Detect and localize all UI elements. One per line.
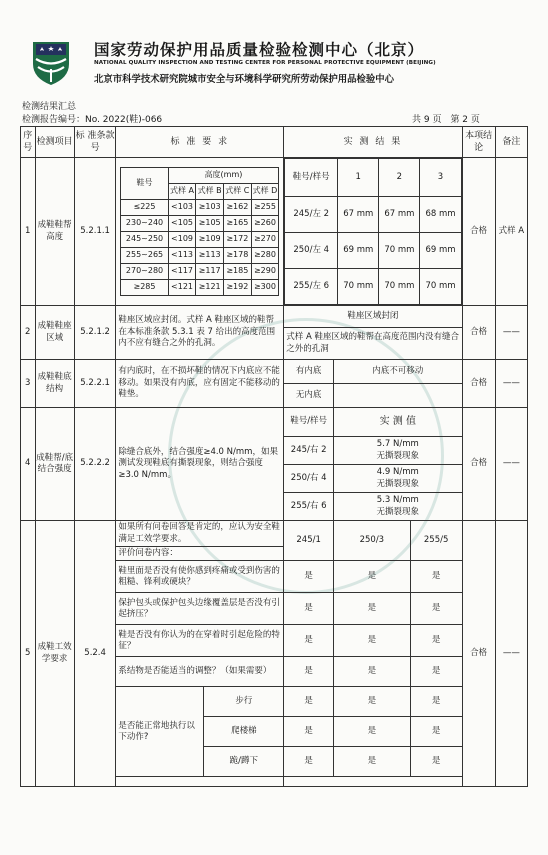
questionnaire-label: 评价问卷内容： bbox=[116, 547, 284, 561]
remark-cell: —— bbox=[495, 521, 527, 787]
answer-cell: 是 bbox=[284, 561, 334, 593]
std-cell: <109 bbox=[168, 232, 196, 248]
res-cell: 250/右 4 bbox=[284, 465, 334, 493]
summary-title: 检测结果汇总 bbox=[22, 102, 77, 112]
center-logo-icon bbox=[30, 38, 72, 86]
col-requirement: 标 准 要 求 bbox=[116, 127, 284, 158]
std-cell: ≥300 bbox=[251, 280, 279, 296]
conclusion-cell: 合格 bbox=[462, 408, 495, 521]
std-height-label: 高度(mm) bbox=[168, 168, 279, 184]
std-cell: <117 bbox=[168, 264, 196, 280]
remark-cell: —— bbox=[495, 306, 527, 360]
result-cell: 有内底 bbox=[284, 360, 334, 384]
results-table bbox=[20, 126, 528, 787]
style-label: 式样 D bbox=[251, 184, 279, 200]
result-cell: 鞋座区域封闭 bbox=[284, 306, 462, 328]
std-cell: ≥113 bbox=[196, 248, 224, 264]
res-cell bbox=[334, 465, 463, 493]
table-row bbox=[21, 306, 528, 328]
result-cell: 无内底 bbox=[284, 384, 334, 408]
res-header: 1 bbox=[338, 159, 379, 197]
res-header: 实 测 值 bbox=[334, 408, 463, 437]
res-cell: 255/左 6 bbox=[285, 269, 338, 305]
answer-cell: 是 bbox=[284, 687, 334, 717]
style-label: 式样 A bbox=[168, 184, 196, 200]
res-header: 鞋号/样号 bbox=[284, 408, 334, 437]
std-cell: ≥270 bbox=[251, 232, 279, 248]
std-cell: ≥178 bbox=[223, 248, 251, 264]
std-cell: <113 bbox=[168, 248, 196, 264]
seq-cell: 1 bbox=[21, 158, 36, 306]
std-cell: ≤225 bbox=[121, 200, 168, 216]
std-cell: ≥165 bbox=[223, 216, 251, 232]
table-row bbox=[21, 408, 528, 437]
sample-label: 245/1 bbox=[284, 521, 334, 561]
res-cell: 250/左 4 bbox=[285, 233, 338, 269]
col-remark: 备注 bbox=[495, 127, 527, 158]
conclusion-cell: 合格 bbox=[462, 306, 495, 360]
answer-cell: 是 bbox=[334, 747, 411, 777]
std-cell: ≥109 bbox=[196, 232, 224, 248]
requirement-cell: 除缝合底外，结合强度≥4.0 N/mm，如果测试发现鞋底有撕裂现象，则结合强度≥3.0 N/mm。 bbox=[116, 408, 284, 521]
conclusion-cell: 合格 bbox=[462, 360, 495, 408]
answer-cell: 是 bbox=[410, 687, 462, 717]
answer-cell: 是 bbox=[410, 657, 462, 687]
action-label: 跪/蹲下 bbox=[204, 747, 284, 777]
style-label: 式样 C bbox=[223, 184, 251, 200]
spacer-cell bbox=[116, 777, 284, 787]
result-cell: 内底不可移动 bbox=[334, 360, 463, 384]
sample-label: 255/5 bbox=[410, 521, 462, 561]
res-cell: 245/左 2 bbox=[285, 197, 338, 233]
std-cell: <103 bbox=[168, 200, 196, 216]
question-cell: 鞋里面是否没有使你感到疼痛或受到伤害的粗糙、锋利或硬块？ bbox=[116, 561, 284, 593]
height-result-cell bbox=[284, 158, 462, 306]
std-cell: ≥290 bbox=[251, 264, 279, 280]
org-subtitle: 北京市科学技术研究院城市安全与环境科学研究所劳动保护用品检验中心 bbox=[94, 74, 395, 85]
clause-cell: 5.2.2.2 bbox=[74, 408, 115, 521]
res-cell: 69 mm bbox=[338, 233, 379, 269]
table-row bbox=[21, 158, 528, 306]
org-name-cn: 国家劳动保护用品质量检验检测中心（北京） bbox=[94, 41, 425, 59]
std-cell: <105 bbox=[168, 216, 196, 232]
answer-cell: 是 bbox=[334, 717, 411, 747]
std-shoe-size-label: 鞋号 bbox=[121, 168, 168, 200]
org-name-en: NATIONAL QUALITY INSPECTION AND TESTING CENTER FOR PERSONAL PROTECTIVE EQUIPMENT (BEIJING) bbox=[94, 60, 436, 66]
seq-cell: 4 bbox=[21, 408, 36, 521]
seq-cell: 3 bbox=[21, 360, 36, 408]
answer-cell: 是 bbox=[334, 657, 411, 687]
height-standard-cell bbox=[116, 158, 284, 306]
result-cell: 式样 A 鞋座区域的鞋帮在高度范围内没有缝合之外的孔洞 bbox=[284, 328, 462, 360]
res-cell: 70 mm bbox=[379, 269, 420, 305]
questionnaire-intro: 如果所有问卷回答是肯定的，应认为安全鞋满足工效学要求。 bbox=[116, 521, 284, 547]
res-cell: 70 mm bbox=[420, 269, 461, 305]
std-cell: ≥121 bbox=[196, 280, 224, 296]
remark-cell: 式样 A bbox=[495, 158, 527, 306]
answer-cell: 是 bbox=[284, 657, 334, 687]
remark-cell: —— bbox=[495, 360, 527, 408]
std-cell: ≥185 bbox=[223, 264, 251, 280]
conclusion-cell: 合格 bbox=[462, 521, 495, 787]
remark-cell: —— bbox=[495, 408, 527, 521]
answer-cell: 是 bbox=[410, 561, 462, 593]
res-header: 鞋号/样号 bbox=[285, 159, 338, 197]
table-header-row bbox=[21, 127, 528, 158]
res-cell: 68 mm bbox=[420, 197, 461, 233]
answer-cell: 是 bbox=[284, 593, 334, 625]
res-cell: 67 mm bbox=[338, 197, 379, 233]
answer-cell: 是 bbox=[410, 625, 462, 657]
action-label: 步行 bbox=[204, 687, 284, 717]
answer-cell: 是 bbox=[284, 625, 334, 657]
std-cell: 245~250 bbox=[121, 232, 168, 248]
res-cell: 70 mm bbox=[379, 233, 420, 269]
tear-note: 无撕裂现象 bbox=[376, 478, 420, 489]
std-cell: 255~265 bbox=[121, 248, 168, 264]
std-cell: ≥280 bbox=[251, 248, 279, 264]
col-seq: 序号 bbox=[21, 127, 36, 158]
item-cell: 成鞋鞋底结构 bbox=[35, 360, 74, 408]
seq-cell: 2 bbox=[21, 306, 36, 360]
clause-cell: 5.2.1.2 bbox=[74, 306, 115, 360]
answer-cell: 是 bbox=[334, 593, 411, 625]
item-cell: 成鞋鞋座区域 bbox=[35, 306, 74, 360]
std-cell: ≥260 bbox=[251, 216, 279, 232]
std-cell: ≥117 bbox=[196, 264, 224, 280]
tear-note: 无撕裂现象 bbox=[376, 506, 420, 517]
col-clause: 标 准条款号 bbox=[74, 127, 115, 158]
res-cell: 67 mm bbox=[379, 197, 420, 233]
std-cell: 230~240 bbox=[121, 216, 168, 232]
style-label: 式样 B bbox=[196, 184, 224, 200]
seq-cell: 5 bbox=[21, 521, 36, 787]
std-cell: ≥192 bbox=[223, 280, 251, 296]
std-cell: ≥255 bbox=[251, 200, 279, 216]
strength-value: 5.3 N/mm bbox=[376, 495, 419, 506]
std-cell: ≥285 bbox=[121, 280, 168, 296]
col-result: 实 测 结 果 bbox=[284, 127, 462, 158]
answer-cell: 是 bbox=[334, 687, 411, 717]
action-label: 爬楼梯 bbox=[204, 717, 284, 747]
col-item: 检测项目 bbox=[35, 127, 74, 158]
spacer-cell bbox=[284, 777, 462, 787]
res-cell bbox=[334, 437, 463, 465]
letterhead bbox=[24, 36, 544, 92]
std-cell: ≥105 bbox=[196, 216, 224, 232]
strength-value: 4.9 N/mm bbox=[376, 467, 419, 478]
answer-cell: 是 bbox=[284, 747, 334, 777]
std-cell: ≥172 bbox=[223, 232, 251, 248]
table-row bbox=[21, 360, 528, 384]
answer-cell: 是 bbox=[334, 561, 411, 593]
clause-cell: 5.2.2.1 bbox=[74, 360, 115, 408]
height-result-table bbox=[284, 158, 461, 305]
res-cell: 245/右 2 bbox=[284, 437, 334, 465]
question-cell: 鞋是否没有你认为的在穿着时引起危险的特征？ bbox=[116, 625, 284, 657]
answer-cell: 是 bbox=[410, 717, 462, 747]
res-cell: 70 mm bbox=[338, 269, 379, 305]
conclusion-cell: 合格 bbox=[462, 158, 495, 306]
res-cell bbox=[334, 493, 463, 521]
tear-note: 无撕裂现象 bbox=[376, 450, 420, 461]
requirement-cell: 鞋座区域应封闭。式样 A 鞋座区域的鞋帮在本标准条款 5.3.1 表 7 给出的高度范围内不应有缝合之外的孔洞。 bbox=[116, 306, 284, 360]
answer-cell: 是 bbox=[284, 717, 334, 747]
answer-cell: 是 bbox=[334, 625, 411, 657]
sample-label: 250/3 bbox=[334, 521, 411, 561]
action-question: 是否能正常地执行以下动作? bbox=[116, 687, 204, 777]
std-cell: 270~280 bbox=[121, 264, 168, 280]
question-cell: 系结物是否能适当的调整？（如果需要） bbox=[116, 657, 284, 687]
question-cell: 保护包头或保护包头边缘覆盖层是否没有引起挤压？ bbox=[116, 593, 284, 625]
requirement-cell: 有内底时，在不损坏鞋的情况下内底应不能移动。如果没有内底，应有固定不能移动的鞋垫。 bbox=[116, 360, 284, 408]
res-header: 2 bbox=[379, 159, 420, 197]
page-info: 共 9 页 第 2 页 bbox=[412, 115, 480, 125]
table-row bbox=[21, 521, 528, 547]
std-cell: ≥162 bbox=[223, 200, 251, 216]
strength-value: 5.7 N/mm bbox=[376, 439, 419, 450]
res-header: 3 bbox=[420, 159, 461, 197]
std-cell: <121 bbox=[168, 280, 196, 296]
report-number: 检测报告编号：No. 2022(鞋)-066 bbox=[22, 115, 163, 125]
item-cell: 成鞋帮/底结合强度 bbox=[35, 408, 74, 521]
clause-cell: 5.2.4 bbox=[74, 521, 115, 787]
answer-cell: 是 bbox=[410, 593, 462, 625]
res-cell: 255/右 6 bbox=[284, 493, 334, 521]
item-cell: 成鞋工效学要求 bbox=[35, 521, 74, 787]
clause-cell: 5.2.1.1 bbox=[74, 158, 115, 306]
item-cell: 成鞋鞋帮高度 bbox=[35, 158, 74, 306]
col-conclusion: 本项结论 bbox=[462, 127, 495, 158]
height-standard-table bbox=[120, 167, 279, 296]
result-cell-empty bbox=[334, 384, 463, 408]
std-cell: ≥103 bbox=[196, 200, 224, 216]
res-cell: 69 mm bbox=[420, 233, 461, 269]
answer-cell: 是 bbox=[410, 747, 462, 777]
